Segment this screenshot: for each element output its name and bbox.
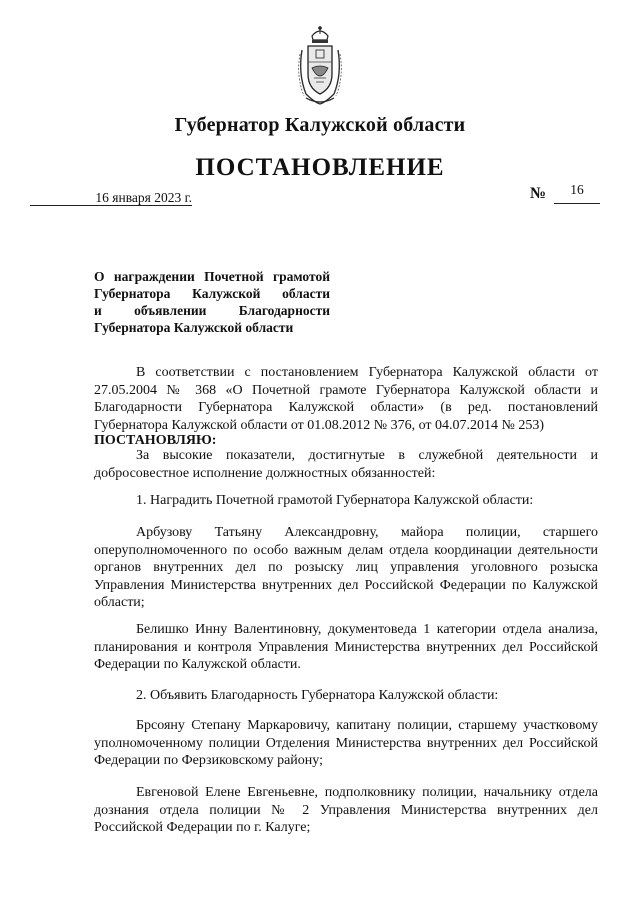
award-entry: Белишко Инну Валентиновну, документоведа 1 категории отдела анализа, планирования и контроля Управления Министерства внутренних дел Российской Федерации по Калужской области. (94, 622, 598, 672)
number-value: 16 (570, 182, 584, 197)
decree-word: ПОСТАНОВЛЯЮ: (94, 433, 217, 448)
document-number (530, 184, 600, 204)
gratitude-entry: Брсояну Степану Маркаровичу, капитану полиции, старшему участковому уполномоченному полиции Отделения Министерства внутренних дел Российской Федерации по Ферзиковскому району; (94, 718, 598, 768)
subject-line: и объявлении Благодарности (94, 303, 330, 318)
document-date (30, 192, 192, 206)
subject-line: Губернатора Калужской области (94, 286, 330, 301)
subject-line: О награждении Почетной грамотой (94, 269, 330, 284)
issuing-authority: Губернатор Калужской области (174, 114, 466, 136)
document-subject (94, 268, 330, 336)
subject-line: Губернатора Калужской области (94, 320, 294, 335)
preamble-paragraph: В соответствии с постановлением Губернатора Калужской области от 27.05.2004 № 368 «О Почетной грамоте Губернатора Калужской области и Благодарности Губернатора Калужской области» (в ред. постановлений Губернатора Калужской области от 01.08.2012 № 376, от 04.07.2014 № 253) (94, 365, 598, 433)
award-entry: Арбузову Татьяну Александровну, майора полиции, старшего оперуполномоченного по особо важным делам отдела координации деятельности органов внутренних дел по розыску лиц управления уголовного розыска Управления Министерства внутренних дел Российской Федерации по Калужской области; (94, 525, 598, 610)
item-2-heading: 2. Объявить Благодарность Губернатора Калужской области: (136, 688, 499, 703)
gratitude-entry: Евгеновой Елене Евгеньевне, подполковнику полиции, начальнику отдела дознания отдела полиции № 2 Управления Министерства внутренних дел Российской Федерации по г. Калуге; (94, 785, 598, 835)
date-value: 16 января 2023 г. (95, 190, 192, 205)
coat-of-arms-icon (294, 24, 346, 106)
item-1-heading: 1. Наградить Почетной грамотой Губернатора Калужской области: (136, 493, 534, 508)
number-sign: № (530, 185, 547, 202)
reason-paragraph: За высокие показатели, достигнутые в служебной деятельности и добросовестное исполнение должностных обязанностей: (94, 448, 598, 481)
number-underline (554, 203, 600, 204)
document-type-title: ПОСТАНОВЛЕНИЕ (195, 154, 445, 181)
